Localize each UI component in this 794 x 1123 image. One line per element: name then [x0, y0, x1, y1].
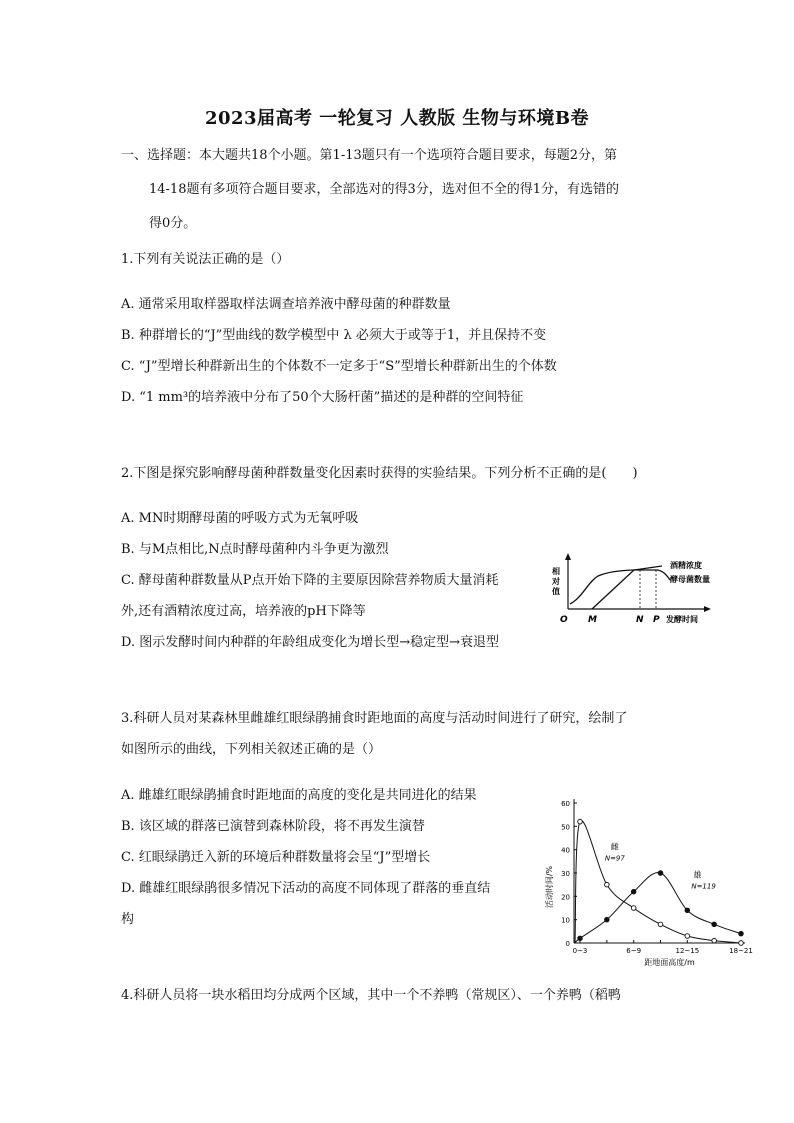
q3-point-1-6	[739, 931, 744, 936]
q3-point-1-5	[712, 922, 717, 927]
q3-point-0-5	[712, 938, 717, 943]
q3-y-axis-label: 活动时间/%	[545, 865, 554, 909]
q3-y-tick-label: 0	[565, 940, 570, 948]
q2-option-d: D. 图示发酵时间内种群的年龄组成变化为增长型→稳定型→衰退型	[121, 635, 500, 650]
q1-option-c: C. “J”型增长种群新出生的个体数不一定多于“S”型增长种群新出生的个体数	[121, 359, 557, 374]
q2-option-c-line1: C. 酵母菌种群数量从P点开始下降的主要原因除营养物质大量消耗	[121, 573, 499, 588]
q3-point-1-0	[578, 936, 583, 941]
q1-option-b: B. 种群增长的“J”型曲线的数学模型中 λ 必须大于或等于1，并且保持不变	[121, 328, 547, 343]
q3-x-tick-label: 18~21	[729, 947, 753, 955]
q2-y-arrow	[565, 553, 571, 560]
q2-option-c-line2: 外,还有酒精浓度过高，培养液的pH下降等	[121, 604, 366, 619]
q3-point-0-0	[578, 819, 583, 824]
page-title: 2023届高考 一轮复习 人教版 生物与环境B卷	[204, 108, 590, 129]
q3-stem-line1: 3.科研人员对某森林里雌雄红眼绿鹃捕食时距地面的高度与活动时间进行了研究，绘制了	[121, 711, 628, 726]
q3-y-tick-label: 20	[561, 893, 570, 902]
instructions-line-3: 得0分。	[149, 216, 197, 231]
q3-point-0-6	[739, 941, 744, 946]
q1-stem: 1.下列有关说法正确的是（）	[121, 252, 290, 267]
q3-point-0-1	[605, 882, 610, 887]
q3-option-b: B. 该区域的群落已演替到森林阶段，将不再发生演替	[121, 819, 425, 834]
q2-yeast-curve	[570, 570, 670, 604]
q3-point-0-4	[685, 934, 690, 939]
q2-m-label: M	[588, 615, 597, 625]
q3-y-tick-label: 10	[561, 916, 570, 925]
q3-option-a: A. 雌雄红眼绿鹃捕食时距地面的高度的变化是共同进化的结果	[121, 788, 477, 803]
q3-option-d-line2: 构	[121, 912, 135, 927]
q3-point-1-1	[605, 917, 610, 922]
q2-y-label-3: 值	[552, 587, 560, 596]
q3-female-n: N=97	[604, 854, 625, 863]
q3-x-tick-label: 12~15	[675, 947, 700, 955]
q3-x-tick-label: 0~3	[572, 947, 588, 955]
q2-x-label: 发酵时间	[666, 615, 698, 624]
q3-point-1-4	[685, 908, 690, 913]
q2-option-b: B. 与M点相比,N点时酵母菌种内斗争更为激烈	[121, 542, 389, 557]
q3-point-1-2	[631, 889, 636, 894]
q2-stem: 2.下图是探究影响酵母菌种群数量变化因素时获得的实验结果。下列分析不正确的是( )	[121, 466, 638, 481]
q3-chart	[540, 793, 760, 971]
q3-male-label: 雄	[693, 870, 702, 880]
instructions-line-1: 一、选择题：本大题共18个小题。第1-13题只有一个选项符合题目要求，每题2分，第	[121, 148, 618, 163]
q3-y-tick-label: 60	[561, 800, 570, 808]
q3-y-tick-label: 50	[561, 823, 570, 832]
q3-series-line-1	[575, 873, 741, 943]
q3-male-n: N=119	[691, 882, 716, 891]
q2-p-label: P	[653, 615, 660, 625]
q2-option-a: A. MN时期酵母菌的呼吸方式为无氧呼吸	[121, 511, 359, 526]
q3-option-d-line1: D. 雌雄红眼绿鹃很多情况下活动的高度不同体现了群落的垂直结	[121, 881, 491, 896]
q3-point-0-3	[658, 922, 663, 927]
q2-alcohol-curve	[592, 566, 662, 609]
q2-y-label-1: 相	[552, 567, 560, 576]
q2-x-arrow	[704, 606, 711, 612]
q2-n-label: N	[636, 615, 644, 625]
q4-stem: 4.科研人员将一块水稻田均分成两个区域，其中一个不养鸭（常规区）、一个养鸭（稻鸭	[121, 988, 621, 1003]
q2-origin-label: O	[560, 615, 568, 625]
q3-y-tick-label: 30	[561, 870, 570, 878]
q3-point-1-3	[658, 871, 663, 876]
q3-x-axis-label: 距地面高度/m	[644, 958, 695, 967]
q2-legend-yeast: 酵母菌数量	[670, 575, 710, 584]
q2-y-label-2: 对	[552, 577, 560, 586]
instructions-line-2: 14-18题有多项符合题目要求，全部选对的得3分，选对但不全的得1分，有选错的	[149, 182, 620, 197]
q1-option-d: D. “1 mm³的培养液中分布了50个大肠杆菌”描述的是种群的空间特征	[121, 390, 524, 405]
q3-female-label: 雌	[610, 842, 619, 852]
q3-stem-line2: 如图所示的曲线，下列相关叙述正确的是（）	[121, 742, 382, 757]
q2-legend-alcohol: 酒精浓度	[670, 561, 702, 570]
q1-option-a: A. 通常采用取样器取样法调查培养液中酵母菌的种群数量	[121, 297, 451, 312]
q3-option-c: C. 红眼绿鹃迁入新的环境后种群数量将会呈“J”型增长	[121, 850, 431, 865]
q3-point-0-2	[631, 906, 636, 911]
q2-figure	[548, 552, 718, 630]
q3-y-tick-label: 40	[561, 846, 570, 855]
q3-x-tick-label: 6~9	[626, 947, 642, 955]
